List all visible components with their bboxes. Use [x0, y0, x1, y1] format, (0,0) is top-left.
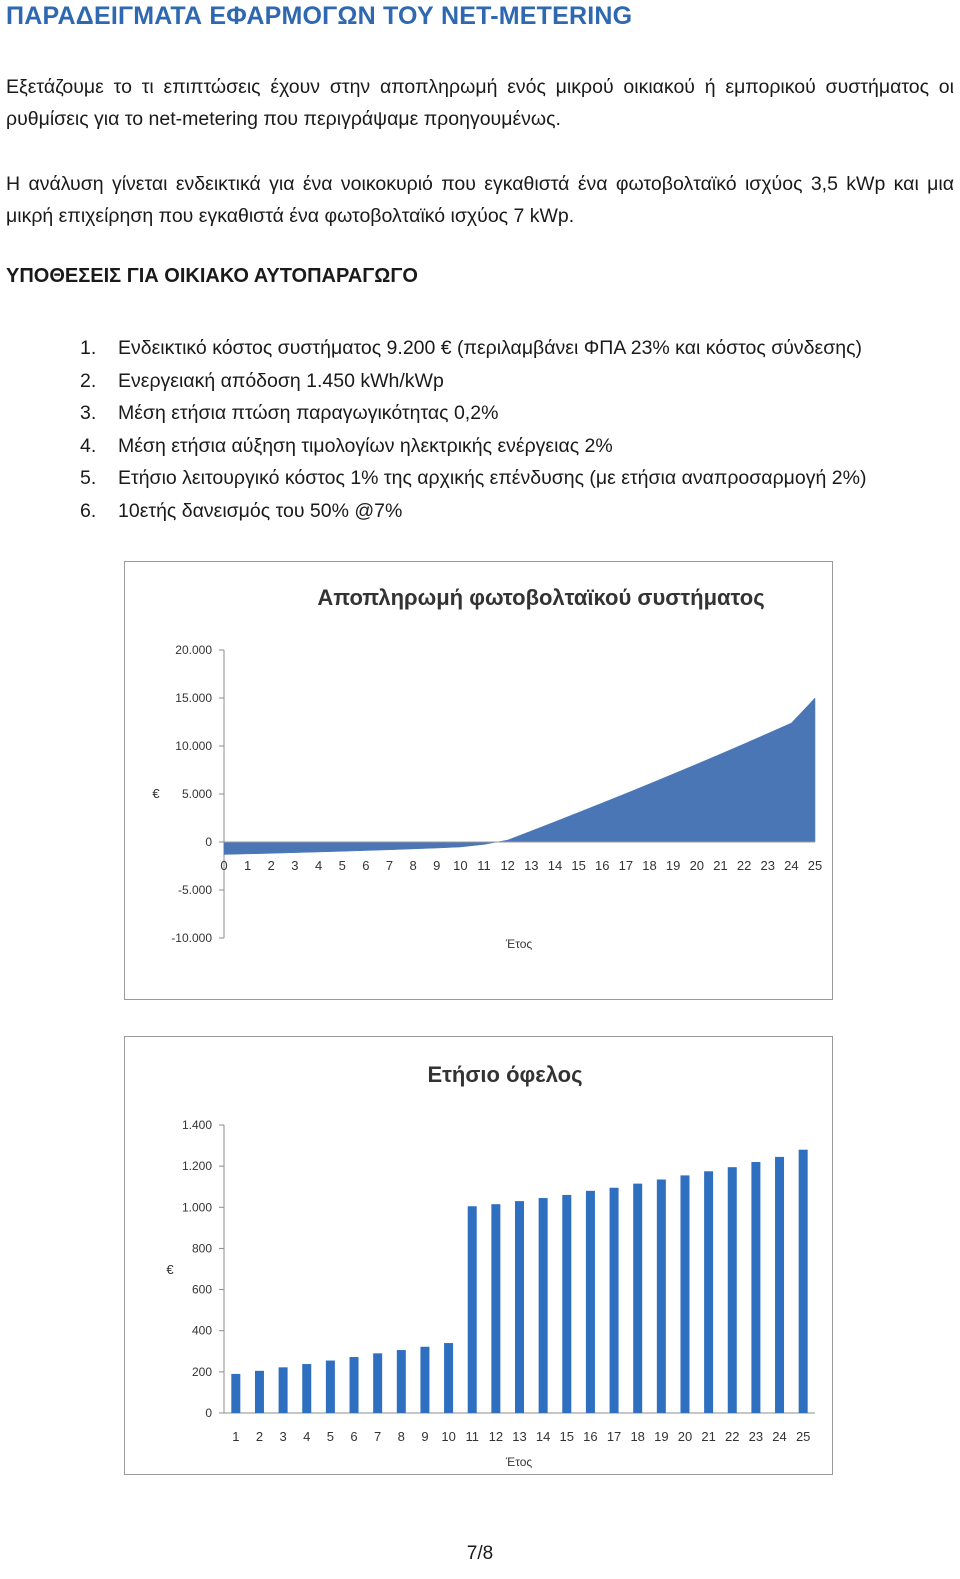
x-tick-label: 23	[748, 1429, 764, 1444]
x-tick-label: 22	[725, 1429, 740, 1444]
annual-benefit-chart	[124, 1036, 833, 1475]
x-axis-label: Έτος	[505, 937, 533, 951]
list-item	[80, 430, 866, 463]
list-item-text: Ενεργειακή απόδοση 1.450 kWh/kWp	[118, 369, 444, 392]
list-item	[80, 365, 866, 398]
x-tick-label: 12	[500, 858, 515, 873]
page-number: 7/8	[466, 1543, 494, 1564]
bar	[302, 1364, 311, 1413]
page-title: ΠΑΡΑΔΕΙΓΜΑΤΑ ΕΦΑΡΜΟΓΩΝ ΤΟΥ NET-METERING	[6, 2, 633, 30]
y-tick-label: 1.200	[181, 1159, 212, 1174]
list-item	[80, 332, 866, 365]
x-tick-label: 10	[453, 858, 468, 873]
x-tick-label: 16	[595, 858, 610, 873]
bar	[539, 1198, 548, 1413]
y-tick-label: -10.000	[171, 931, 212, 945]
bar	[255, 1371, 264, 1413]
x-tick-label: 11	[465, 1429, 479, 1444]
x-tick-label: 25	[795, 1429, 811, 1444]
bar	[491, 1204, 500, 1413]
y-tick-label: 1.400	[181, 1118, 212, 1132]
list-item-text: 10ετής δανεισμός του 50% @7%	[118, 499, 403, 522]
analysis-paragraph: Η ανάλυση γίνεται ενδεικτικά για ένα νοικοκυριό που εγκαθιστά ένα φωτοβολταϊκό ισχύος 3,5 kWp και μια μικρή επιχείρηση που εγκαθιστά ένα φωτοβολταϊκό ισχύος 7 kWp.	[6, 173, 954, 227]
x-tick-label: 21	[701, 1429, 716, 1444]
x-tick-label: 2	[267, 858, 275, 873]
x-tick-label: 9	[421, 1429, 429, 1444]
list-item	[80, 462, 866, 495]
list-item-number: 6.	[80, 499, 97, 522]
bar	[610, 1188, 619, 1413]
x-tick-label: 18	[630, 1429, 645, 1444]
x-tick-label: 4	[314, 858, 323, 873]
x-tick-label: 13	[512, 1429, 527, 1444]
x-tick-label: 11	[477, 858, 491, 873]
x-tick-label: 22	[736, 858, 752, 873]
annual-benefit-chart-svg	[125, 1037, 832, 1474]
list-item-text: Μέση ετήσια πτώση παραγωγικότητας 0,2%	[118, 402, 499, 424]
x-tick-label: 20	[677, 1429, 693, 1444]
x-tick-label: 0	[220, 858, 228, 873]
x-tick-label: 24	[784, 858, 799, 873]
bar	[586, 1191, 595, 1413]
bar	[468, 1206, 477, 1413]
x-tick-label: 3	[279, 1429, 287, 1444]
bar	[350, 1357, 359, 1413]
x-tick-label: 1	[244, 858, 252, 873]
list-item-text: Ετήσιο λειτουργικό κόστος 1% της αρχικής επένδυσης (με ετήσια αναπροσαρμογή 2%)	[118, 467, 867, 489]
bar	[562, 1195, 571, 1413]
y-tick-label: 0	[205, 835, 212, 849]
x-tick-label: 15	[559, 1429, 575, 1444]
x-tick-label: 5	[326, 1429, 334, 1444]
y-tick-label: 20.000	[175, 643, 212, 657]
x-tick-label: 8	[397, 1429, 405, 1444]
y-tick-label: 10.000	[175, 739, 212, 753]
list-item-text: Ενδεικτικό κόστος συστήματος 9.200 € (περιλαμβάνει ΦΠΑ 23% και κόστος σύνδεσης)	[118, 337, 862, 359]
bar	[326, 1361, 335, 1413]
y-tick-label: 1.000	[181, 1200, 212, 1215]
list-item-text: Μέση ετήσια αύξηση τιμολογίων ηλεκτρικής ενέργειας 2%	[118, 434, 613, 457]
x-tick-label: 6	[350, 1429, 358, 1444]
assumptions-list	[80, 332, 866, 527]
list-item-number: 1.	[80, 337, 97, 359]
x-tick-label: 14	[535, 1429, 551, 1444]
x-tick-label: 24	[772, 1429, 787, 1444]
x-tick-label: 18	[642, 858, 657, 873]
x-tick-label: 1	[232, 1429, 240, 1444]
x-tick-label: 6	[362, 858, 370, 873]
x-tick-label: 23	[760, 858, 775, 873]
x-tick-label: 5	[338, 858, 346, 873]
bar	[444, 1343, 453, 1413]
bar	[799, 1150, 808, 1413]
y-tick-label: 0	[205, 1406, 212, 1420]
payback-chart	[124, 561, 833, 1000]
list-item-number: 4.	[80, 434, 97, 457]
bar	[373, 1353, 382, 1413]
x-tick-label: 3	[291, 858, 299, 873]
x-tick-label: 21	[713, 858, 728, 873]
x-tick-label: 7	[374, 1429, 382, 1444]
y-tick-label: 200	[191, 1364, 212, 1379]
y-tick-label: 5.000	[181, 787, 212, 801]
bar	[704, 1171, 713, 1413]
x-axis-label: Έτος	[505, 1455, 533, 1469]
x-tick-label: 16	[583, 1429, 598, 1444]
x-tick-label: 14	[547, 858, 563, 873]
y-axis-label: €	[166, 1262, 174, 1277]
payback-chart-svg	[125, 562, 832, 999]
list-item-number: 5.	[80, 467, 97, 489]
payback-area	[224, 698, 815, 854]
y-tick-label: 400	[191, 1323, 212, 1338]
x-tick-label: 19	[654, 1429, 669, 1444]
bar	[728, 1167, 737, 1413]
bar	[279, 1367, 288, 1413]
x-tick-label: 7	[385, 858, 394, 873]
y-tick-label: 600	[191, 1282, 212, 1297]
bar	[231, 1374, 240, 1413]
x-tick-label: 17	[606, 1429, 622, 1444]
chart-title: Ετήσιο όφελος	[427, 1062, 583, 1087]
x-tick-label: 17	[618, 858, 634, 873]
x-tick-label: 19	[665, 858, 681, 873]
list-item-number: 3.	[80, 402, 97, 424]
bar	[633, 1184, 642, 1413]
x-tick-label: 25	[807, 858, 823, 873]
x-tick-label: 15	[571, 858, 586, 873]
x-tick-label: 12	[488, 1429, 504, 1444]
list-item-number: 2.	[80, 369, 97, 392]
chart-title: Αποπληρωμή φωτοβολταϊκού συστήματος	[317, 585, 765, 610]
assumptions-heading: ΥΠΟΘΕΣΕΙΣ ΓΙΑ ΟΙΚΙΑΚΟ ΑΥΤΟΠΑΡΑΓΩΓΟ	[6, 265, 418, 287]
x-tick-label: 13	[524, 858, 539, 873]
y-axis-label: €	[152, 786, 160, 801]
y-tick-label: 15.000	[175, 691, 212, 705]
x-tick-label: 4	[303, 1429, 311, 1444]
x-tick-label: 8	[409, 858, 417, 873]
bar	[751, 1162, 760, 1413]
bar	[420, 1347, 429, 1413]
list-item	[80, 495, 866, 528]
bar	[397, 1350, 406, 1413]
list-item	[80, 397, 866, 430]
x-tick-label: 20	[689, 858, 705, 873]
bar	[775, 1157, 784, 1413]
bar	[657, 1180, 666, 1413]
x-tick-label: 9	[433, 858, 441, 873]
bar	[680, 1175, 689, 1413]
intro-paragraph: Εξετάζουμε το τι επιπτώσεις έχουν στην αποπληρωμή ενός μικρού οικιακού ή εμπορικού συστήματος οι ρυθμίσεις για το net-metering που περιγράψαμε προηγουμένως.	[6, 76, 954, 130]
y-tick-label: 800	[191, 1241, 212, 1256]
x-tick-label: 2	[255, 1429, 264, 1444]
x-tick-label: 10	[441, 1429, 456, 1444]
y-tick-label: -5.000	[177, 883, 212, 897]
bar	[515, 1201, 524, 1413]
